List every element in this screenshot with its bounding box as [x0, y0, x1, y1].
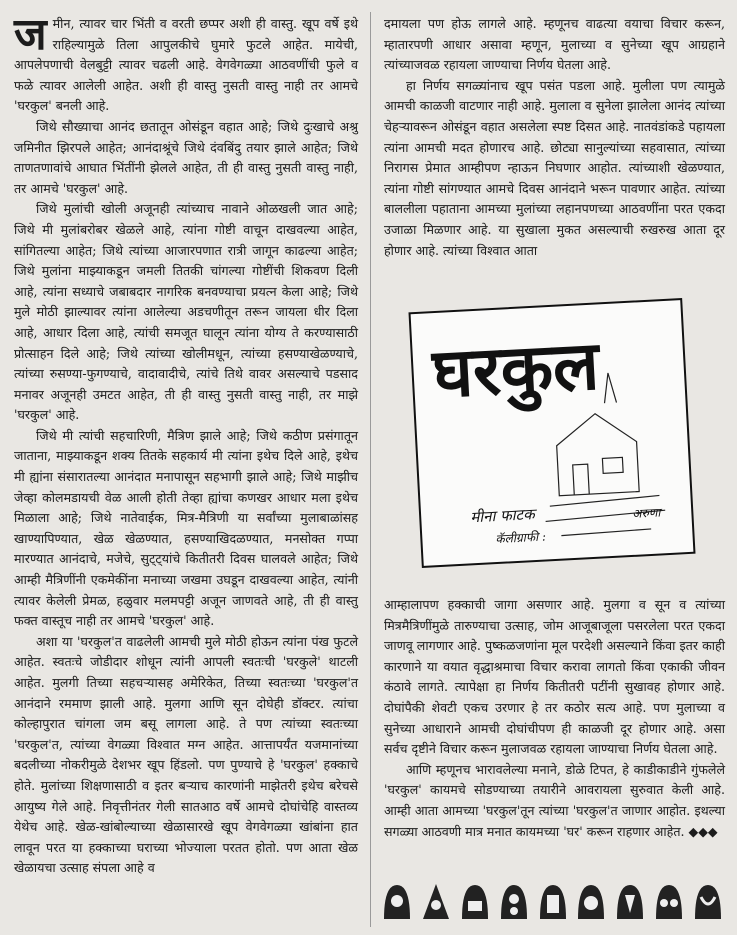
drop-cap: ज — [14, 9, 47, 60]
paragraph-7: हा निर्णय सगळ्यांनाच खूप पसंत पडला आहे. मुलीला पण त्यामुळे आमची काळजी वाटणार नाही आहे. मुलाला व सुनेला झालेला आनंद त्यांच्या चेहऱ्यावरून ओसंडून वहात असलेला स्पष्ट दिसत आहे. नातवंडांकडे पहायला त्यांना आमची मदत होणारच आहे. छोट्या सानुल्यांच्या सहवासात, त्यांच्या निरागस प्रेमात आम्हीपण न्हाऊन निघणार आहोत. त्यांच्याशी खेळण्यात, त्यांना गोष्टी सांगण्यात आमचे दिवस आनंदाने भरून पावणार आहेत. त्यांच्या बाललीला पहाताना आमच्या मुलांच्या लहानपणच्या आठवणींना परत एकदा उजाळा मिळणार आहे. या सुखाला मुकत असल्याची रुखरुख आता दूर होणार आहे. त्यांच्या विश्वात आता — [384, 77, 725, 258]
column-divider — [370, 12, 371, 927]
ornament-6-icon — [574, 881, 608, 921]
ornament-7-icon — [613, 881, 647, 921]
ornament-row — [380, 878, 725, 924]
right-column-bottom — [384, 595, 725, 842]
paragraph-4: जिथे मी त्यांची सहचारिणी, मैत्रिण झाले आहे; जिथे कठीण प्रसंगातून जाताना, माझ्याकडून शक्य तितके सहकार्य मी त्यांना इथेच दिले आहे, इथेच मी ह्यांना संसारातल्या आनंदात मनापासून सहभागी झाले आहे; जिथे माझीच जेव्हा कोलमडायची वेळ आली होती तेव्हा ह्यांचा कणखर आधार मला इथेच मिळाला आहे; जिथे नातेवाईक, मित्र-मैत्रिणी या सर्वांच्या मुलाबाळांसह खाण्यापिण्यात, खेळ खेळण्यात, हसण्याखिदळण्यात, मनसोक्त गप्पा मारण्यात आनंदाचे, मजेचे, सुट्ट्यांचे कितीतरी दिवस घालवले आहेत; जिथे आम्ही मैत्रिणींनी एकमेकींना मनाच्या जखमा उघडून दाखवल्या आहेत, त्यांनी त्यावर केलेली प्रेमळ, हळुवार मलमपट्टी अजून जाणवते आहे, ती ही वास्तु फक्त वास्तूच नाही तर आमचे 'घरकुल' आहे. — [14, 427, 358, 629]
ornament-3-icon — [458, 881, 492, 921]
paragraph-6: दमायला पण होऊ लागले आहे. म्हणूनच वाढत्या वयाचा विचार करून, म्हातारपणी आधार असावा म्हणून, मुलाच्या व सुनेच्या खूप आग्रहाने त्यांच्याजवळ रहायला जाण्याचा निर्णय घेतला आहे. — [384, 16, 725, 73]
right-column-top — [384, 14, 725, 261]
ornament-4-icon — [497, 881, 531, 921]
paragraph-1: जमीन, त्यावर चार भिंती व वरती छप्पर अशी ही वास्तु. खूप वर्षे इथे राहिल्यामुळे तिला आपुलकीचे घुमारे फुटले आहेत. मायेची, आपलेपणाची वेलबुट्टी त्यावर चढली आहे. वेगवेगळ्या आठवणींची फुले व फळे त्यावर आलेली आहेत. अशी ही वास्तु नुसती वास्तु नाही तर आमचे 'घरकुल' बनली आहे. — [14, 9, 358, 114]
paragraph-9: आणि म्हणूनच भारावलेल्या मनाने, डोळे टिपत, हे काडीकाडीने गुंफलेले 'घरकुल' कायमचे सोडण्याच्या तयारीने आवरायला सुरुवात केली आहे. आम्ही आता आमच्या 'घरकुल'तून त्यांच्या 'घरकुल'त जाणार आहोत. इथल्या सगळ्या आठवणी मात्र मनात कायमच्या 'घर' करून राहणार आहेत. ◆◆◆ — [384, 761, 725, 839]
calligraphy-illustration — [406, 296, 698, 570]
paragraph-2: जिथे सौख्याचा आनंद छतातून ओसंडून वहात आहे; जिथे दुःखाचे अश्रु जमिनीत झिरपले आहेत; आनंदाश्रूंचे जिथे दंवबिंदु तयार झाले आहेत; जिथे ताणतणावांचे आघात भिंतींनी झेलले आहेत, ती ही वास्तु नुसती वास्तु नाही, तर आमचे 'घरकुल' आहे. — [14, 118, 358, 196]
figure-heading: घरकुल — [430, 326, 601, 415]
left-column — [14, 9, 358, 879]
ornament-8-icon — [652, 881, 686, 921]
illustration-svg — [406, 296, 698, 570]
figure-caption-name: मीना फाटक — [469, 505, 536, 527]
paragraph-3: जिथे मुलांची खोली अजूनही त्यांच्याच नावाने ओळखली जात आहे; जिथे मी मुलांबरोबर खेळले आहे, त्यांना गोष्टी वाचून दाखवल्या आहेत, सांगितल्या आहेत; जिथे त्यांच्या आजारपणात रात्री जागून काढल्या आहेत; जिथे मुलांना माझ्याकडून जमली तितकी चांगल्या गोष्टींची शिकवण दिली आहे, त्यांना सध्याचे जबाबदार नागरिक बनवण्याचा प्रयत्न केला आहे; जिथे मुले मोठी झाल्यावर त्यांना आलेल्या अडचणीतून तरून जायला धीर दिला आहे, आधार दिला आहे, त्यांची समजूत घालून त्यांना योग्य ते करण्यासाठी प्रोत्साहन दिले आहे; जिथे त्यांच्या खोलीमधून, त्यांच्या हसण्याखेळण्याचे, त्यांच्या रुसण्या-फुगण्याचे, वादावादीचे, त्यांचे तिथे वावर असल्याचे पडसाद मनावर अजूनही उमटत आहेत, ती ही वास्तु नुसती वास्तु नाही, तर माझे 'घरकुल' आहे. — [14, 201, 358, 423]
paragraph-5: अशा या 'घरकुल'त वाढलेली आमची मुले मोठी होऊन त्यांना पंख फुटले आहेत. स्वतःचे जोडीदार शोधून त्यांनी आपली स्वतःची 'घरकुले' थाटली आहेत. मुलगी तिच्या सहचऱ्यासह अमेरिकेत, तिच्या स्वतःच्या 'घरकुल'त आनंदाने रममाण झाली आहे. मुलगा आणि सून दोघेही डॉक्टर. त्यांचा कोल्हापुरात चांगला जम बसू लागला आहे. ते पण त्यांच्या स्वतःच्या 'घरकुल'त, त्यांच्या वेगळ्या विश्वात मग्न आहेत. आत्तापर्यंत यजमानांच्या बदलीच्या नोकरीमुळे देशभर खूप हिंडलो. पण पुण्याचे हे 'घरकुल' हक्काचे होते. मुलांच्या शिक्षणासाठी व इतर बऱ्याच कारणांनी माझेतरी इथेच बरेचसे आयुष्य गेले आहे. निवृत्तीनंतर गेली सातआठ वर्षे आमचे दोघांचेहि वास्तव्य येथेच आहे. खेळ-खांबोल्याच्या खेळासारखे खूप वेगवेगळ्या खांबांना हात लावून परत या हक्काच्या घराच्या भोज्याला परतत होतो. पण आता खेळ खेळायचा उत्साह संपला आहे व — [14, 633, 358, 876]
ornament-1-icon — [380, 881, 414, 921]
ornament-2-icon — [419, 881, 453, 921]
figure-caption-sub: कॅलीग्राफी : — [495, 529, 547, 547]
artist-mark: अरुणा — [631, 505, 661, 521]
ornament-5-icon — [536, 881, 570, 921]
ornament-9-icon — [691, 881, 725, 921]
paragraph-8: आम्हालापण हक्काची जागा असणार आहे. मुलगा व सून व त्यांच्या मित्रमैत्रिणींमुळे तारुण्याचा उत्साह, जोम आजूबाजूला पसरलेला परत एकदा जाणवू लागणार आहे. पुष्कळजणांना मूल परदेशी असल्याने किंवा इतर काही कारणाने या वयात वृद्धाश्रमाचा विचार करावा लागतो किंवा एकाकी जीवन कंठावे लागते. त्यापेक्षा हा निर्णय कितीतरी पटींनी सुखावह होणार आहे. दोघांपैकी शेवटी एकच उरणार हे तर कठोर सत्य आहे. पण मुलाच्या व सुनेच्या आधाराने आमची दोघांचीपण ही काळजी दूर होणार आहे. असा सर्वच दृष्टीने विचार करून मुलाजवळ रहायला जाण्याचा निर्णय घेतला आहे. — [384, 597, 725, 757]
